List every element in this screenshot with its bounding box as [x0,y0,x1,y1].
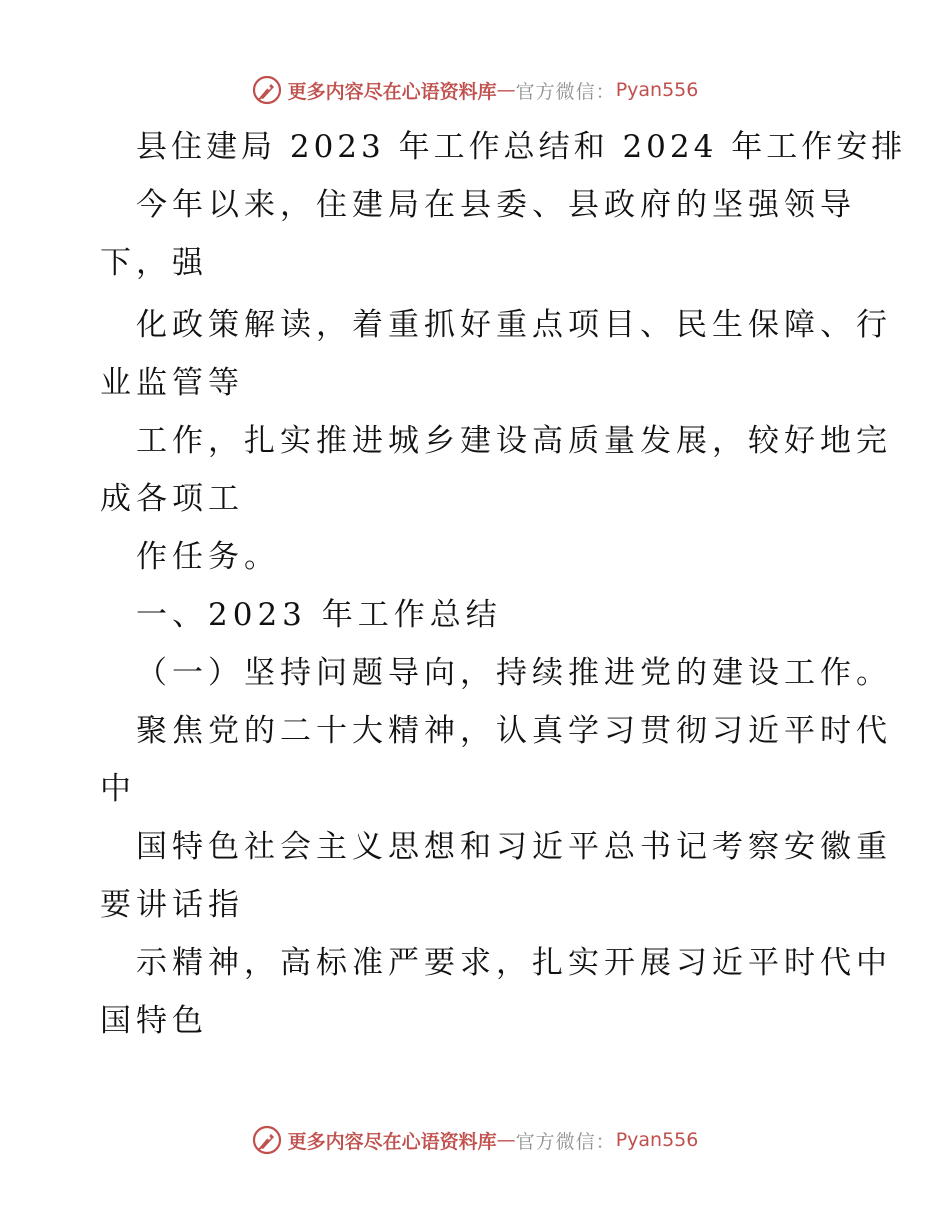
paragraph-line: 业监管等 [100,365,244,401]
watermark-id: Pyan556 [615,79,699,101]
paragraph-line: 成各项工 [100,481,244,517]
paragraph-line: 聚焦党的二十大精神，认真学习贯彻习近平时代 [136,713,892,749]
footer-watermark [0,1120,950,1160]
watermark-brand: 更多内容尽在心语资料库 [287,1130,497,1153]
document-title: 县住建局 2023 年工作总结和 2024 年工作安排 [136,129,907,165]
pen-nib-logo-icon [252,1125,282,1155]
paragraph-line: 下，强 [100,245,208,281]
watermark-id: Pyan556 [615,1129,699,1151]
paragraph-line: 化政策解读，着重抓好重点项目、民生保障、行 [136,307,892,343]
section-heading: 一、2023 年工作总结 [136,597,502,633]
watermark-dash: — [496,1129,516,1151]
paragraph-line: 国特色社会主义思想和习近平总书记考察安徽重 [136,829,892,865]
paragraph-line: 要讲话指 [100,887,244,923]
paragraph-line: 作任务。 [136,539,280,575]
paragraph-line: 中 [100,771,136,807]
header-watermark [0,70,950,110]
paragraph-line: 示精神，高标准严要求，扎实开展习近平时代中 [136,945,892,981]
watermark-label: 官方微信： [515,1130,616,1153]
paragraph-line: 工作，扎实推进城乡建设高质量发展，较好地完 [136,423,892,459]
watermark-brand: 更多内容尽在心语资料库 [287,80,497,103]
paragraph-line: 今年以来，住建局在县委、县政府的坚强领导 [136,187,856,223]
watermark-dash: — [496,79,516,101]
pen-nib-logo-icon [252,75,282,105]
watermark-label: 官方微信： [515,80,616,103]
subsection-heading: （一）坚持问题导向，持续推进党的建设工作。 [136,655,892,691]
paragraph-line: 国特色 [100,1003,208,1039]
